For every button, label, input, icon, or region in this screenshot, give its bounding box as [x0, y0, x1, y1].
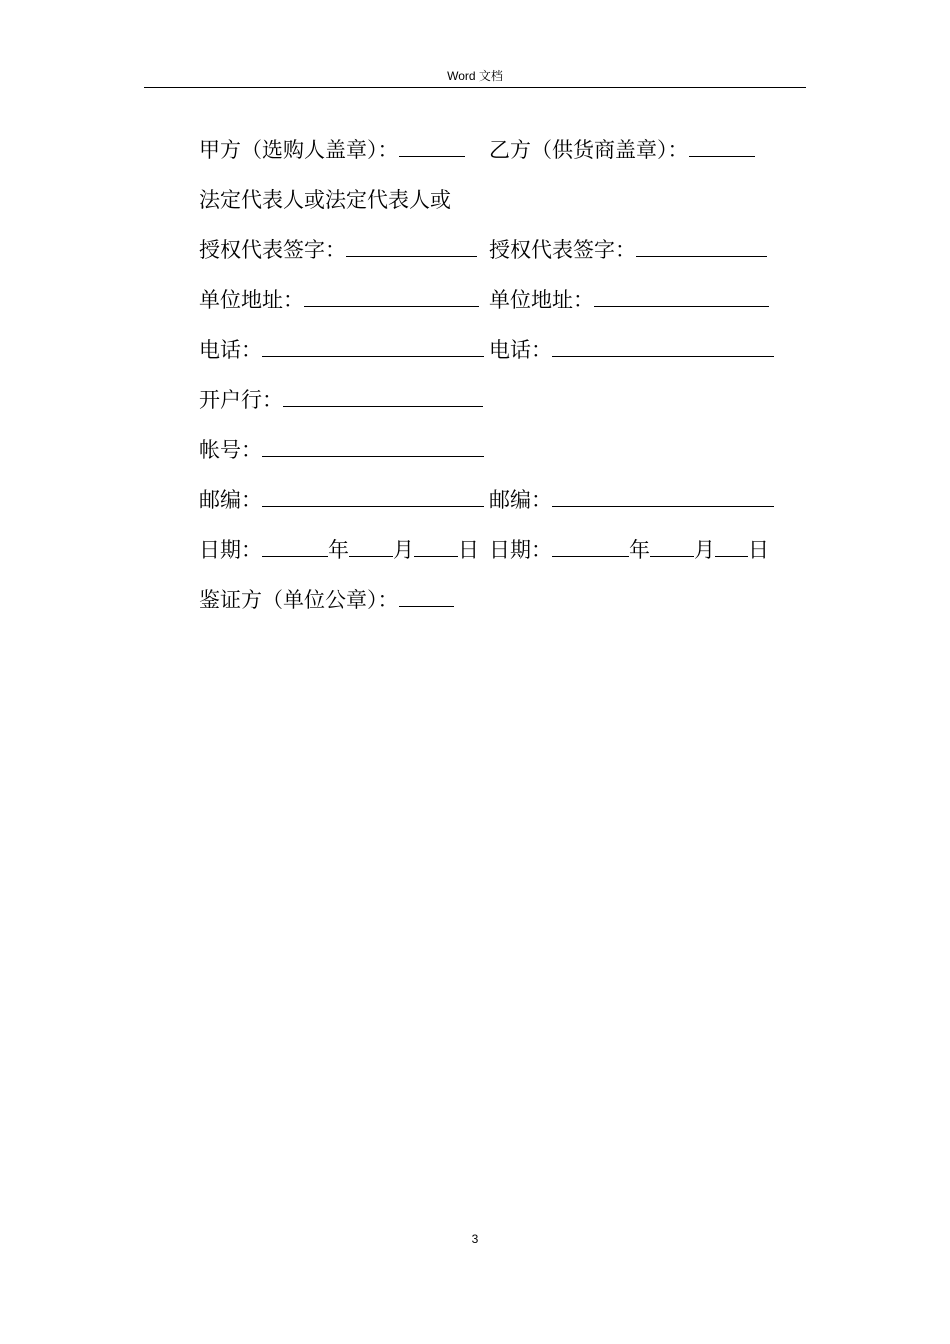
date-a-day-label: 日: [458, 538, 479, 562]
postcode-row: [199, 485, 779, 515]
account-label: 帐号：: [199, 438, 262, 462]
date-b-year-label: 年: [629, 538, 650, 562]
auth-sign-a-label: 授权代表签字：: [199, 238, 346, 262]
address-b-blank[interactable]: [594, 287, 769, 307]
legal-representative-row: [199, 185, 779, 215]
date-b-month-label: 月: [694, 538, 715, 562]
date-a-year-label: 年: [328, 538, 349, 562]
bank-row: [199, 385, 779, 415]
date-b-day-blank[interactable]: [715, 537, 748, 557]
party-b-label: 乙方（供货商盖章）：: [489, 138, 689, 162]
date-b-month-blank[interactable]: [650, 537, 694, 557]
bank-label: 开户行：: [199, 388, 283, 412]
auth-sign-b-label: 授权代表签字：: [489, 238, 636, 262]
verifier-label: 鉴证方（单位公章）：: [199, 588, 399, 612]
auth-sign-a-blank[interactable]: [346, 237, 477, 257]
phone-b-label: 电话：: [489, 338, 552, 362]
party-a-blank[interactable]: [399, 137, 465, 157]
date-b-year-blank[interactable]: [552, 537, 629, 557]
date-a-month-blank[interactable]: [349, 537, 393, 557]
signature-parties-row: [199, 135, 779, 165]
phone-row: [199, 335, 779, 365]
date-a-month-label: 月: [393, 538, 414, 562]
authorized-signature-row: [199, 235, 779, 265]
account-row: [199, 435, 779, 465]
postcode-b-label: 邮编：: [489, 488, 552, 512]
phone-a-blank[interactable]: [262, 337, 484, 357]
date-b-day-label: 日: [748, 538, 769, 562]
verifier-blank[interactable]: [399, 587, 454, 607]
address-a-label: 单位地址：: [199, 288, 304, 312]
auth-sign-b-blank[interactable]: [636, 237, 767, 257]
page-number: 3: [471, 1232, 479, 1246]
phone-b-blank[interactable]: [552, 337, 774, 357]
address-row: [199, 285, 779, 315]
phone-a-label: 电话：: [199, 338, 262, 362]
address-b-label: 单位地址：: [489, 288, 594, 312]
page-header: Word 文档: [447, 69, 503, 83]
date-a-day-blank[interactable]: [414, 537, 458, 557]
date-b-label: 日期：: [489, 538, 552, 562]
legal-rep-a-label: 法定代表人或: [199, 188, 325, 212]
party-a-label: 甲方（选购人盖章）：: [199, 138, 399, 162]
verifier-row: [199, 585, 779, 615]
postcode-a-label: 邮编：: [199, 488, 262, 512]
date-row: [199, 535, 779, 565]
address-a-blank[interactable]: [304, 287, 479, 307]
legal-rep-b-label: 法定代表人或: [325, 188, 451, 212]
postcode-b-blank[interactable]: [552, 487, 774, 507]
account-blank[interactable]: [262, 437, 484, 457]
party-b-blank[interactable]: [689, 137, 755, 157]
header-rule: [144, 87, 806, 88]
postcode-a-blank[interactable]: [262, 487, 484, 507]
date-a-label: 日期：: [199, 538, 262, 562]
date-a-year-blank[interactable]: [262, 537, 328, 557]
bank-blank[interactable]: [283, 387, 483, 407]
